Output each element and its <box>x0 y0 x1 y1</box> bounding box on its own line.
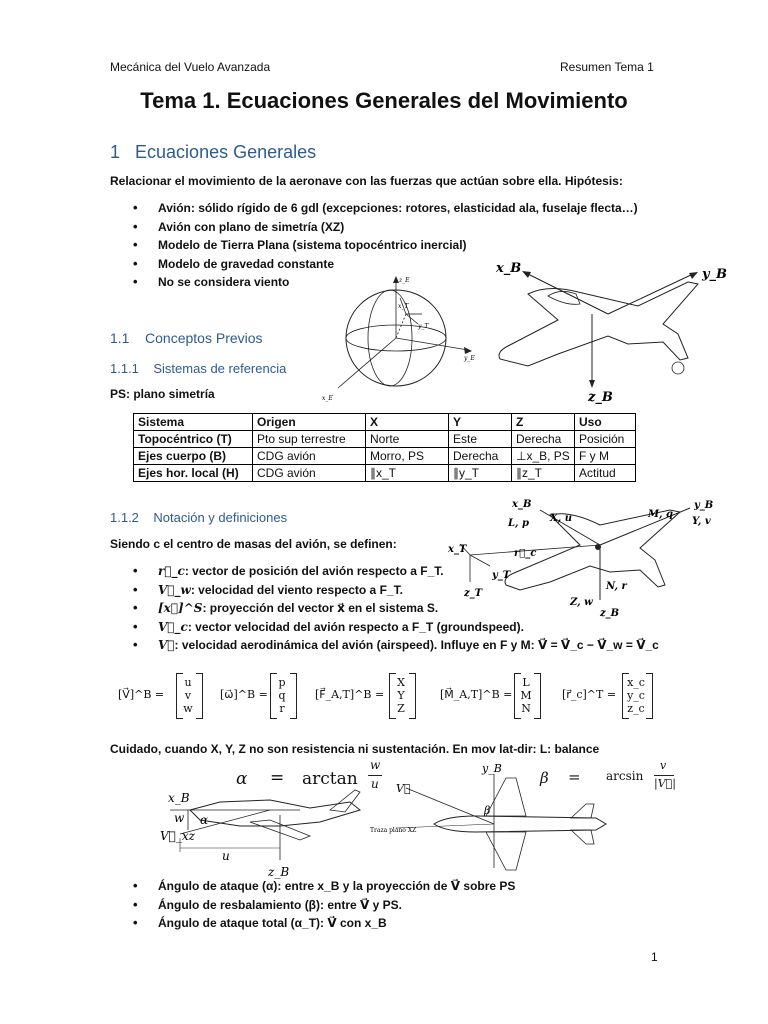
body-z-label: z_B <box>588 390 613 404</box>
definition-symbol: [x⃗]^S <box>158 601 203 615</box>
f2-rc-label: r⃗_c <box>514 548 537 559</box>
table-row <box>134 431 636 448</box>
beta-lhs: β <box>540 769 549 787</box>
table-cell: Este <box>449 431 512 448</box>
list-item <box>131 618 659 637</box>
page-number: 1 <box>651 950 658 964</box>
section-1-1-1-number: 1.1.1 <box>110 361 139 376</box>
table-row <box>134 465 636 482</box>
table-cell: ∥x_T <box>366 465 449 482</box>
f2-yB-label: y_B <box>694 500 714 511</box>
matrix-entry: N <box>521 702 531 715</box>
matrix-entry: X <box>397 676 405 689</box>
table-header-cell: Sistema <box>134 414 253 431</box>
matrix-label: [V⃗]^B = <box>118 688 165 701</box>
side-zB-label: z_B <box>268 865 290 879</box>
top-yB-label: y_B <box>482 762 502 775</box>
side-xB-label: x_B <box>168 791 190 805</box>
beta-num: v <box>660 759 667 772</box>
matrix-entry: Y <box>397 689 405 702</box>
section-1-1-number: 1.1 <box>110 330 130 346</box>
alpha-num: w <box>370 758 381 772</box>
side-Vxz-label: V⃗_xz <box>160 829 195 843</box>
alpha-den: u <box>371 777 379 791</box>
f2-Xu-label: X, u <box>550 513 572 524</box>
table-cell: Derecha <box>512 431 575 448</box>
definition-text: : vector velocidad del avión respecto a F_T (groundspeed). <box>187 619 524 634</box>
side-u-label: u <box>222 849 230 863</box>
matrix-entry: x_c <box>627 676 645 689</box>
section-1-1-heading <box>110 330 263 346</box>
matrix-entry: q <box>278 689 286 702</box>
header-left: Mecánica del Vuelo Avanzada <box>110 60 271 74</box>
matrix-column <box>274 676 290 715</box>
side-alpha-label: α <box>200 813 209 827</box>
table-cell: CDG avión <box>253 448 366 465</box>
definition-symbol: V⃗ <box>158 638 175 652</box>
section-1-title: Ecuaciones Generales <box>135 142 317 162</box>
matrix-entry: M <box>520 689 532 702</box>
matrix-entry: v <box>184 689 192 702</box>
f2-xT-label: x_T <box>448 544 467 555</box>
section-1-heading <box>110 142 316 163</box>
matrix-column <box>180 676 196 715</box>
table-header-cell: Origen <box>253 414 366 431</box>
definition-symbol: V⃗_w <box>158 582 191 597</box>
list-item: • Modelo de gravedad constante <box>131 255 638 274</box>
top-V-label: V⃗ <box>396 782 411 795</box>
alpha-lhs: α <box>236 769 248 789</box>
caution-text: Cuidado, cuando X, Y, Z no son resistencia ni sustentación. En mov lat-dir: L: balance <box>110 742 600 756</box>
bracket-right <box>646 673 653 719</box>
matrix-entry: z_c <box>627 702 645 715</box>
definition-symbol: V⃗_c <box>158 619 188 634</box>
matrix-column <box>393 676 409 715</box>
bracket-right <box>409 673 416 719</box>
matrix-column <box>518 676 534 715</box>
definition-text: : vector de posición del avión respecto a F_T. <box>184 564 444 578</box>
intro-text: Relacionar el movimiento de la aeronave con las fuerzas que actúan sobre ella. Hipótesis: <box>110 174 623 188</box>
f2-zT-label: z_T <box>464 588 483 599</box>
body-axes-aircraft-figure <box>488 254 728 404</box>
body-x-label: x_B <box>496 261 522 276</box>
f2-Lp-label: L, p <box>508 518 529 529</box>
page-title: Tema 1. Ecuaciones Generales del Movimiento <box>140 88 628 113</box>
f2-Zw-label: Z, w <box>570 597 593 608</box>
top-plane-label: Traza plano XZ <box>370 827 417 834</box>
table-cell: Ejes hor. local (H) <box>134 465 253 482</box>
matrix-label: [M⃗_A,T]^B = <box>440 688 513 701</box>
definition-text: : velocidad aerodinámica del avión (airspeed). Influye en F y M: V⃗ = V⃗_c − V⃗_w = V⃗_c <box>174 638 659 652</box>
definition-symbol: r⃗_c <box>158 564 185 578</box>
table-cell: Actitud <box>575 465 636 482</box>
beta-fn: arcsin <box>606 769 644 783</box>
table-row <box>134 448 636 465</box>
header-right: Resumen Tema 1 <box>560 60 654 74</box>
ps-note: PS: plano simetría <box>110 387 215 401</box>
matrix-column <box>626 676 646 715</box>
definition-text: : proyección del vector x⃗ en el sistema S. <box>202 601 439 615</box>
list-item: • Ángulo de ataque total (α_T): V⃗ con x_B <box>131 914 515 933</box>
bracket-right <box>290 673 297 719</box>
section-1-1-2-number: 1.1.2 <box>110 510 139 525</box>
f2-yT-label: y_T <box>492 570 511 581</box>
matrix-entry: r <box>279 702 285 715</box>
matrix-entry: y_c <box>627 689 645 702</box>
list-item: • Modelo de Tierra Plana (sistema topocéntrico inercial) <box>131 236 638 255</box>
bracket-right <box>196 673 203 719</box>
angle-of-attack-figure <box>160 780 370 880</box>
list-item: • Avión con plano de simetría (XZ) <box>131 218 638 237</box>
body-y-label: y_B <box>702 267 728 282</box>
beta-eq: = <box>568 768 581 786</box>
section-1-1-1-title: Sistemas de referencia <box>153 361 287 376</box>
table-header-cell: Z <box>512 414 575 431</box>
list-item: • Ángulo de resbalamiento (β): entre V⃗ y PS. <box>131 896 515 915</box>
matrix-label: [ω⃗]^B = <box>220 688 268 701</box>
forces-moments-aircraft-figure <box>440 490 730 620</box>
f2-Nr-label: N, r <box>606 581 627 592</box>
alpha-eq: = <box>270 768 285 788</box>
section-1-1-1-heading <box>110 361 286 376</box>
list-item: • No se considera viento <box>131 273 638 292</box>
side-w-label: w <box>174 811 185 825</box>
matrix-entry: p <box>278 676 286 689</box>
sphere-x-label: x_E <box>322 395 333 402</box>
table-cell: ⊥x_B, PS <box>512 448 575 465</box>
topocentric-sphere-figure <box>318 270 488 410</box>
table-cell: ∥z_T <box>512 465 575 482</box>
matrix-label: [r⃗_c]^T = <box>562 688 617 701</box>
table-cell: Topocéntrico (T) <box>134 431 253 448</box>
section-1-number: 1 <box>110 142 121 162</box>
table-header-cell: Uso <box>575 414 636 431</box>
list-item: • Ángulo de ataque (α): entre x_B y la proyección de V⃗ sobre PS <box>131 877 515 896</box>
table-cell: Morro, PS <box>366 448 449 465</box>
table-cell: Ejes cuerpo (B) <box>134 448 253 465</box>
definitions-intro: Siendo c el centro de masas del avión, se definen: <box>110 537 397 551</box>
table-header-row <box>134 414 636 431</box>
bracket-right <box>534 673 541 719</box>
definition-text: : velocidad del viento respecto a F_T. <box>190 582 403 597</box>
beta-den: |V⃗| <box>654 777 676 790</box>
table-cell: Pto sup terrestre <box>253 431 366 448</box>
sphere-yt-label: y_T <box>418 323 429 330</box>
table-header-cell: X <box>366 414 449 431</box>
alpha-fn: arctan <box>302 769 358 789</box>
table-cell: ∥y_T <box>449 465 512 482</box>
f2-Mq-label: M, q <box>648 509 674 520</box>
sphere-y-label: y_E <box>464 355 475 362</box>
table-cell: F y M <box>575 448 636 465</box>
sphere-xt-label: x_T <box>398 303 409 310</box>
table-header-cell: Y <box>449 414 512 431</box>
fraction-bar <box>654 775 674 776</box>
matrix-entry: u <box>184 676 192 689</box>
matrix-entry: L <box>522 676 530 689</box>
table-cell: Norte <box>366 431 449 448</box>
matrix-entry: w <box>183 702 193 715</box>
table-cell: Posición <box>575 431 636 448</box>
reference-systems-table <box>133 413 636 482</box>
f2-zB-label: z_B <box>600 608 620 619</box>
list-item <box>131 636 659 655</box>
sphere-z-label: z_E <box>399 277 410 284</box>
section-1-1-title: Conceptos Previos <box>145 330 263 346</box>
matrix-entry: Z <box>397 702 405 715</box>
matrix-label: [F⃗_A,T]^B = <box>315 688 385 701</box>
angles-list <box>131 877 515 933</box>
f2-xB-label: x_B <box>512 499 532 510</box>
section-1-1-2-title: Notación y definiciones <box>153 510 288 525</box>
sideslip-angle-figure <box>366 758 616 878</box>
list-item: • Avión: sólido rígido de 6 gdl (excepciones: rotores, elasticidad ala, fuselaje flecta…) <box>131 199 638 218</box>
table-cell: CDG avión <box>253 465 366 482</box>
f2-Yv-label: Y, v <box>692 516 711 527</box>
table-cell: Derecha <box>449 448 512 465</box>
top-beta-label: β <box>484 804 491 817</box>
section-1-1-2-heading <box>110 510 287 525</box>
